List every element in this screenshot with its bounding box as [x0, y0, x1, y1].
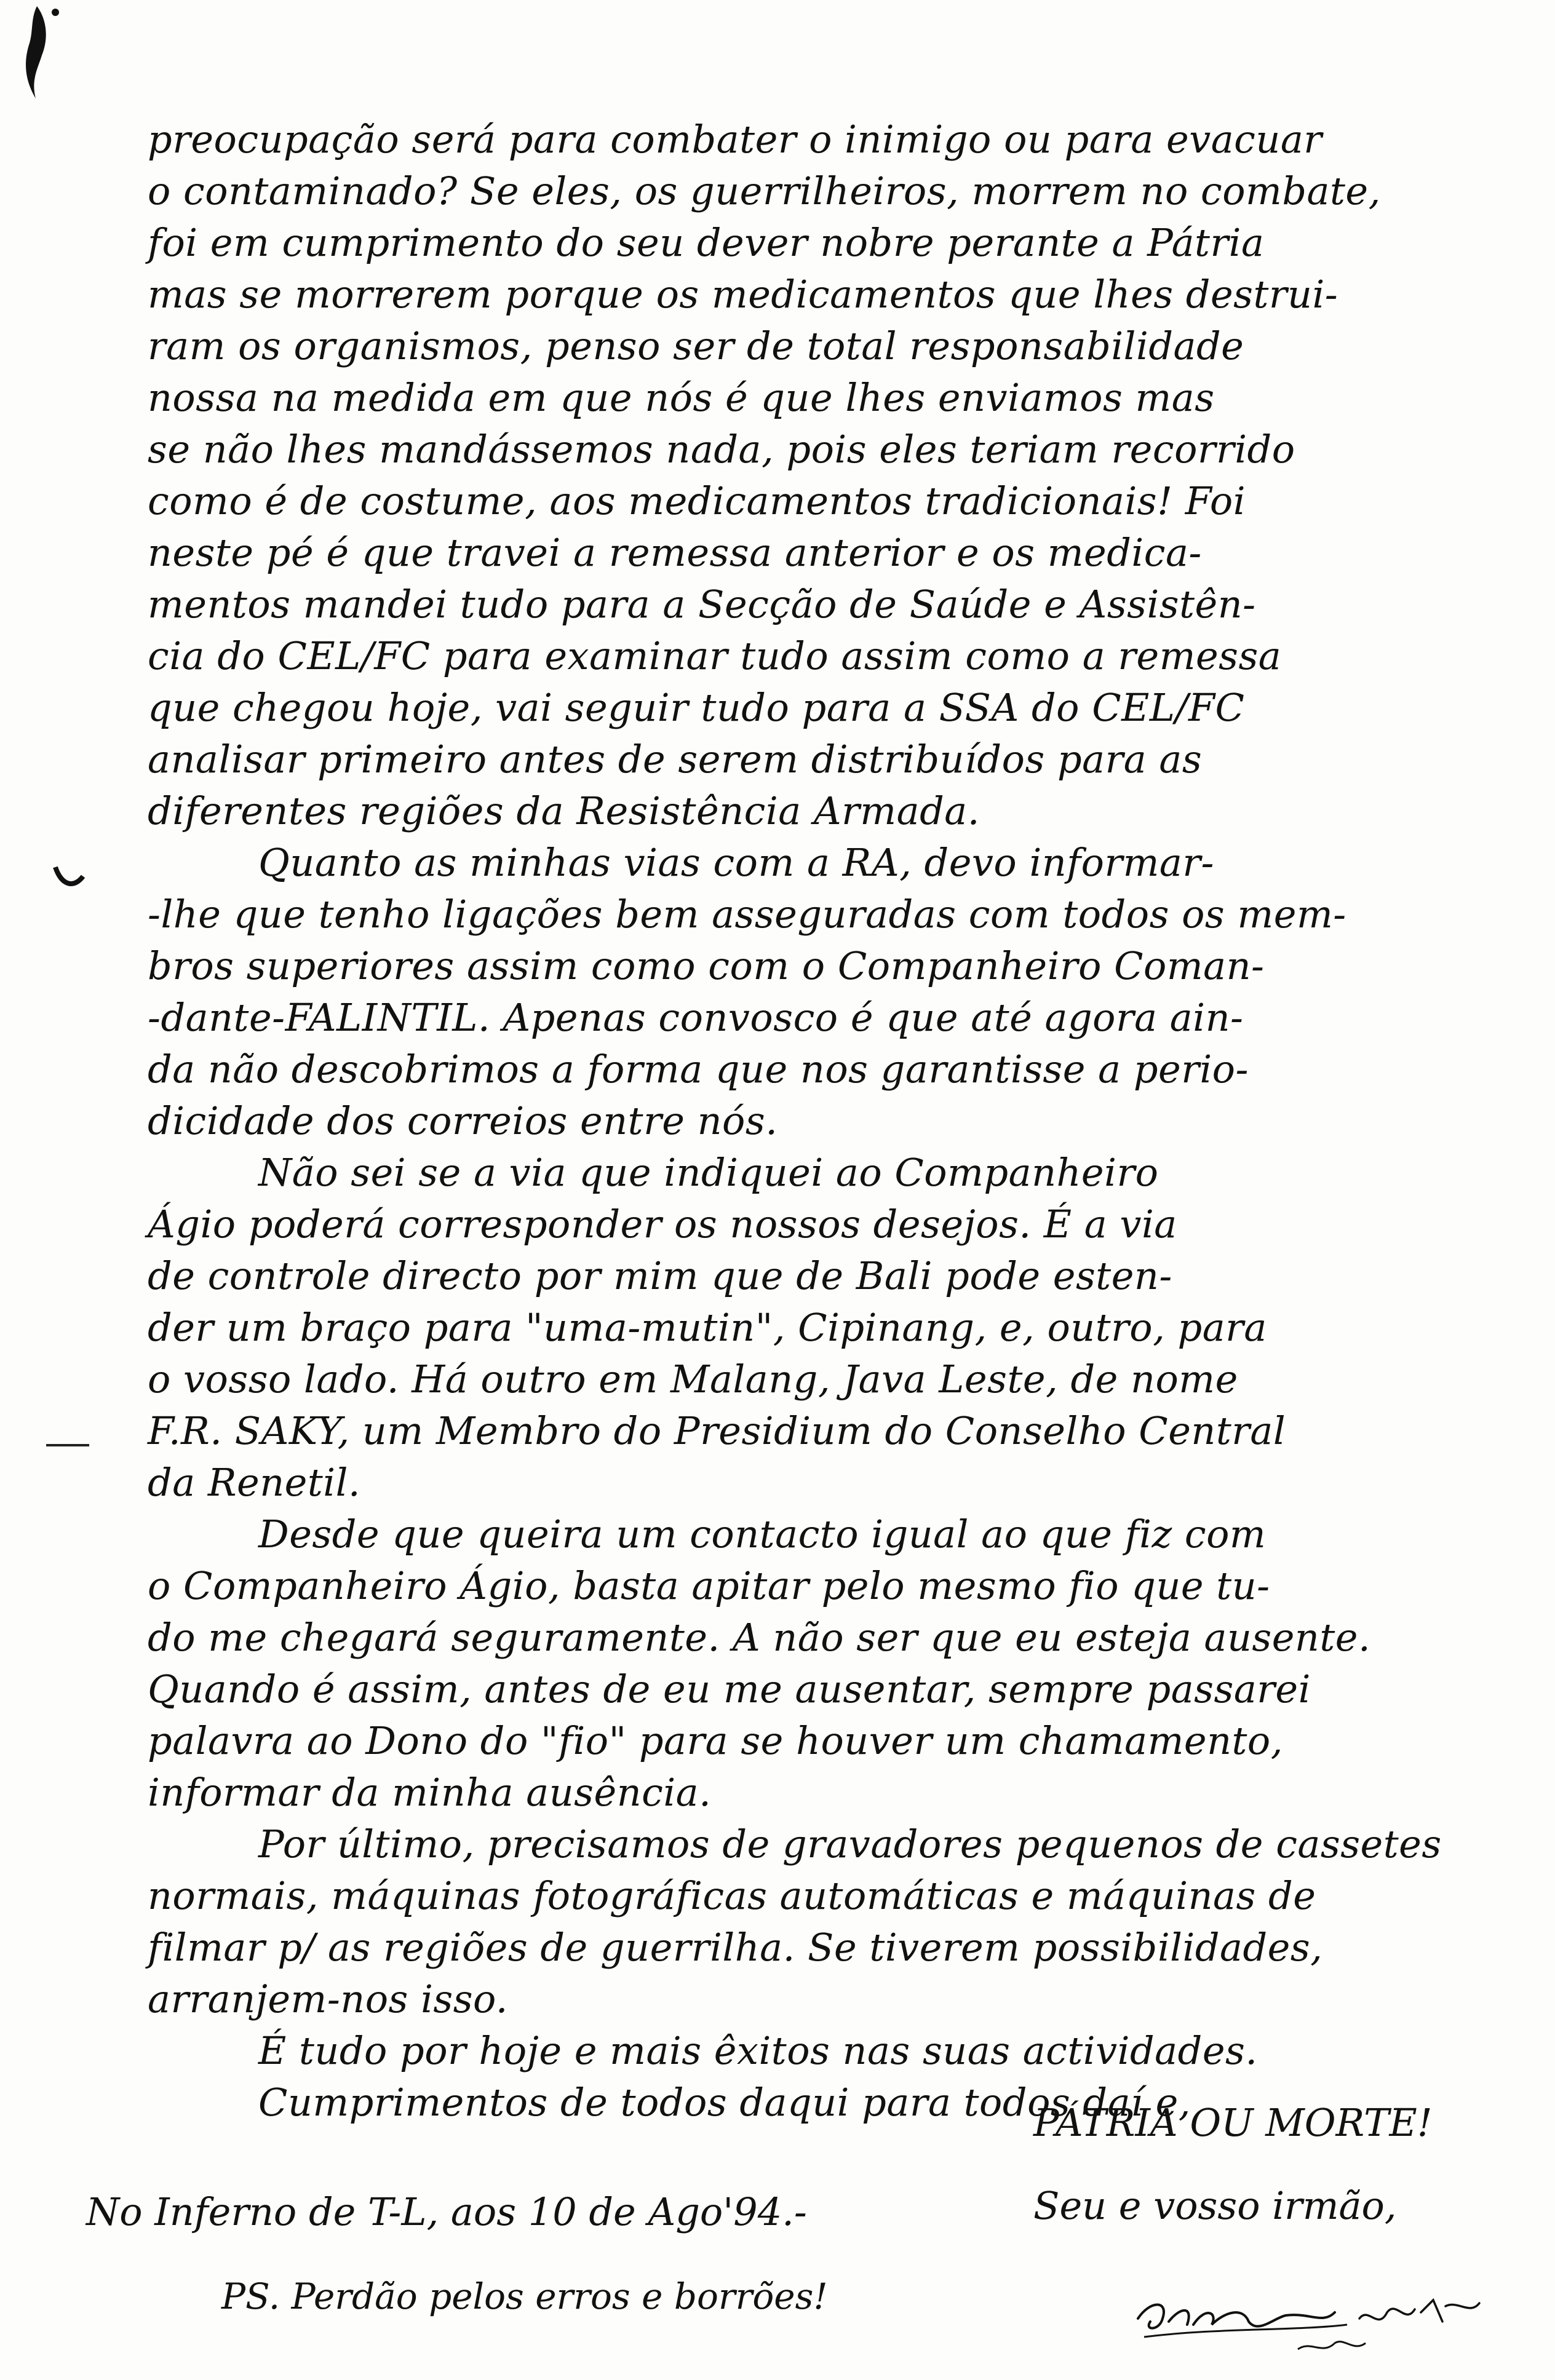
letter-line: normais, máquinas fotográficas automáticas e máquinas de [148, 1873, 1316, 1918]
letter-line: de controle directo por mim que de Bali pode esten- [148, 1253, 1172, 1298]
letter-line: que chegou hoje, vai seguir tudo para a SSA do CEL/FC [148, 685, 1245, 730]
letter-line: preocupação será para combater o inimigo ou para evacuar [148, 117, 1322, 162]
letter-line: Não sei se a via que indiquei ao Companheiro [258, 1150, 1159, 1195]
letter-line: Ágio poderá corresponder os nossos desejos. É a via [148, 1202, 1177, 1247]
letter-line: neste pé é que travei a remessa anterior e os medica- [148, 530, 1202, 575]
letter-line: dicidade dos correios entre nós. [148, 1098, 778, 1143]
letter-line: o contaminado? Se eles, os guerrilheiros, morrem no combate, [148, 169, 1381, 213]
letter-line: se não lhes mandássemos nada, pois eles teriam recorrido [148, 427, 1295, 472]
letter-line: diferentes regiões da Resistência Armada. [148, 788, 980, 833]
letter-line: o vosso lado. Há outro em Malang, Java Leste, de nome [148, 1357, 1238, 1402]
letter-line: palavra ao Dono do "fio" para se houver um chamamento, [148, 1718, 1283, 1763]
letter-line: da Renetil. [148, 1460, 361, 1505]
letter-line: nossa na medida em que nós é que lhes enviamos mas [148, 375, 1215, 420]
letter-line: do me chegará seguramente. A não ser que eu esteja ausente. [148, 1615, 1371, 1660]
handwritten-signature [1126, 2263, 1507, 2362]
letter-line: Cumprimentos de todos daqui para todos daí e, [258, 2080, 1191, 2125]
letter-line: o Companheiro Ágio, basta apitar pelo mesmo fio que tu- [148, 1563, 1270, 1608]
letter-line: ram os organismos, penso ser de total responsabilidade [148, 323, 1244, 368]
letter-line: É tudo por hoje e mais êxitos nas suas actividades. [258, 2028, 1258, 2073]
letter-line: der um braço para "uma-mutin", Cipinang, e, outro, para [148, 1305, 1267, 1350]
punch-hole-mark [43, 849, 92, 898]
letter-line: -lhe que tenho ligações bem asseguradas com todos os mem- [148, 892, 1346, 937]
letter-line: como é de costume, aos medicamentos tradicionais! Foi [148, 478, 1246, 523]
letter-line: Por último, precisamos de gravadores pequenos de cassetes [258, 1822, 1442, 1866]
letter-line: Quanto as minhas vias com a RA, devo informar- [258, 840, 1214, 885]
farewell-line: Seu e vosso irmão, [1033, 2183, 1397, 2228]
margin-dash-mark [43, 1439, 92, 1451]
letter-line: foi em cumprimento do seu dever nobre perante a Pátria [148, 220, 1265, 265]
letter-line: da não descobrimos a forma que nos garantisse a perio- [148, 1047, 1249, 1092]
letter-line: cia do CEL/FC para examinar tudo assim como a remessa [148, 633, 1282, 678]
letter-line: bros superiores assim como com o Companheiro Coman- [148, 943, 1265, 988]
ink-blot-top-left [12, 0, 68, 105]
letter-line: arranjem-nos isso. [148, 1977, 508, 2021]
letter-line: Quando é assim, antes de eu me ausentar, sempre passarei [148, 1667, 1311, 1712]
letter-line: mentos mandei tudo para a Secção de Saúde e Assistên- [148, 582, 1256, 627]
letter-line: -dante-FALINTIL. Apenas convosco é que até agora ain- [148, 995, 1244, 1040]
letter-body [148, 114, 1470, 2128]
closing-motto: PÁTRIA OU MORTE! [1033, 2100, 1433, 2145]
letter-line: Desde que queira um contacto igual ao que fiz com [258, 1512, 1267, 1557]
letter-line: informar da minha ausência. [148, 1770, 712, 1815]
letter-line: analisar primeiro antes de serem distribuídos para as [148, 737, 1203, 782]
letter-line: mas se morrerem porque os medicamentos que lhes destrui- [148, 272, 1338, 317]
place-date-line: No Inferno de T-L, aos 10 de Ago'94.- [86, 2189, 807, 2234]
letter-line: filmar p/ as regiões de guerrilha. Se tiverem possibilidades, [148, 1925, 1323, 1970]
postscript-line: PS. Perdão pelos erros e borrões! [221, 2275, 828, 2317]
letter-line: F.R. SAKY, um Membro do Presidium do Conselho Central [148, 1408, 1286, 1453]
